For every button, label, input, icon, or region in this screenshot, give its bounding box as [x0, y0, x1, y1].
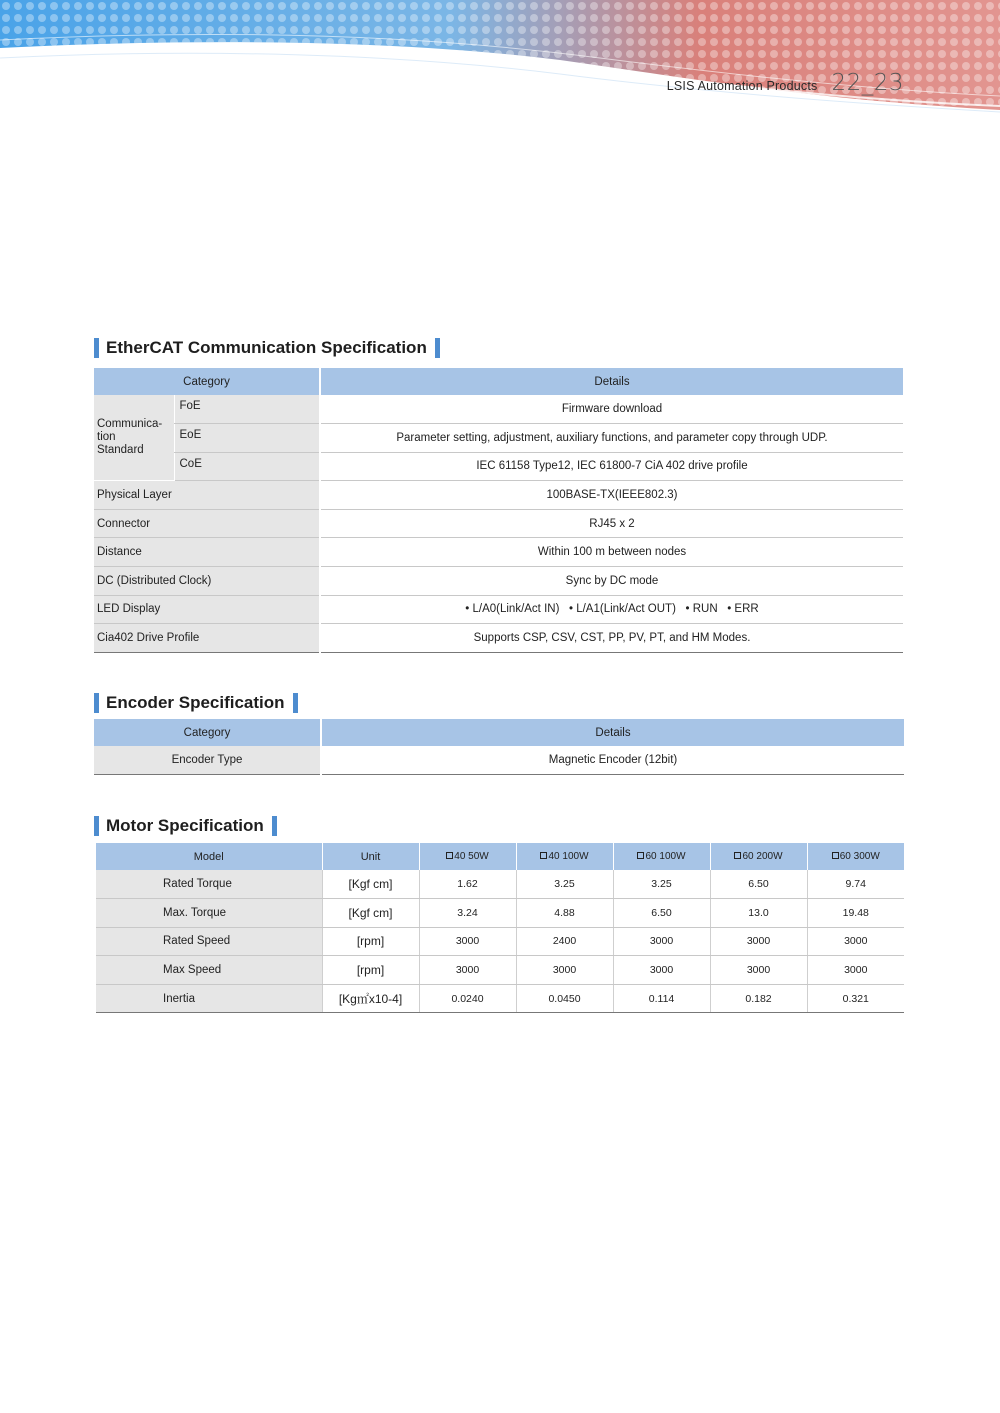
encoder-title [94, 692, 298, 714]
details-cell: Parameter setting, adjustment, auxiliary functions, and parameter copy through UDP. [320, 424, 903, 453]
header-model-60-300w: 60 300W [807, 843, 904, 870]
page-header [667, 70, 904, 96]
details-cell: IEC 61158 Type12, IEC 61800-7 CiA 402 drive profile [320, 452, 903, 481]
header-category: Category [94, 719, 321, 746]
category-cell: Encoder Type [94, 746, 321, 775]
title-bar-right [293, 693, 298, 713]
header-details: Details [320, 368, 903, 395]
value-cell: 0.0240 [419, 984, 516, 1013]
title-bar-right [435, 338, 440, 358]
value-cell: 3.25 [613, 870, 710, 899]
value-cell: 3000 [807, 956, 904, 985]
brand-text: LSIS Automation Products [666, 79, 818, 93]
table-row [94, 509, 903, 538]
table-row [94, 481, 903, 510]
table-row [94, 395, 903, 424]
category-cell: LED Display [94, 595, 320, 624]
details-cell: Within 100 m between nodes [320, 538, 903, 567]
table-row [94, 424, 903, 453]
details-cell: Magnetic Encoder (12bit) [321, 746, 904, 775]
value-cell: 3.25 [516, 870, 613, 899]
value-cell: 0.0450 [516, 984, 613, 1013]
table-row [96, 927, 904, 956]
sub-category: CoE [174, 452, 320, 481]
details-cell: Sync by DC mode [320, 567, 903, 596]
value-cell: 3000 [710, 927, 807, 956]
table-row [94, 746, 904, 775]
row-label: Max. Torque [96, 899, 322, 928]
details-cell: 100BASE-TX(IEEE802.3) [320, 481, 903, 510]
header-model-40-50w: 40 50W [419, 843, 516, 870]
table-row [94, 624, 903, 653]
value-cell: 3000 [516, 956, 613, 985]
square-icon [540, 852, 547, 859]
category-cell: DC (Distributed Clock) [94, 567, 320, 596]
table-row [94, 538, 903, 567]
title-bar-left [94, 816, 99, 836]
square-icon [734, 852, 741, 859]
value-cell: 0.114 [613, 984, 710, 1013]
details-cell: RJ45 x 2 [320, 509, 903, 538]
square-icon [832, 852, 839, 859]
value-cell: 1.62 [419, 870, 516, 899]
square-icon [637, 852, 644, 859]
title-bar-left [94, 693, 99, 713]
group-label [94, 395, 174, 481]
row-label: Max Speed [96, 956, 322, 985]
sub-category: EoE [174, 424, 320, 453]
row-label: Inertia [96, 984, 322, 1013]
page-numbers: 22_23 [831, 70, 904, 96]
table-row [96, 984, 904, 1013]
header-model-60-200w: 60 200W [710, 843, 807, 870]
value-cell: 2400 [516, 927, 613, 956]
unit-cell: [rpm] [322, 927, 419, 956]
details-cell: Supports CSP, CSV, CST, PP, PV, PT, and HM Modes. [320, 624, 903, 653]
row-label: Rated Speed [96, 927, 322, 956]
value-cell: 9.74 [807, 870, 904, 899]
value-cell: 6.50 [710, 870, 807, 899]
value-cell: 4.88 [516, 899, 613, 928]
category-cell: Distance [94, 538, 320, 567]
value-cell: 3.24 [419, 899, 516, 928]
header-model: Model [96, 843, 322, 870]
sub-category: FoE [174, 395, 320, 424]
header-model-60-100w: 60 100W [613, 843, 710, 870]
category-cell: Connector [94, 509, 320, 538]
row-label: Rated Torque [96, 870, 322, 899]
category-cell: Cia402 Drive Profile [94, 624, 320, 653]
group-label-text: Communica- tion Standard [97, 418, 163, 457]
value-cell: 19.48 [807, 899, 904, 928]
table-row [94, 452, 903, 481]
table-header-row [94, 719, 904, 746]
table-row [94, 567, 903, 596]
value-cell: 3000 [613, 956, 710, 985]
unit-cell: [Kgf cm] [322, 899, 419, 928]
value-cell: 6.50 [613, 899, 710, 928]
table-row [96, 870, 904, 899]
ethercat-title [94, 337, 440, 359]
details-cell: • L/A0(Link/Act IN) • L/A1(Link/Act OUT) • RUN • ERR [320, 595, 903, 624]
header-banner [0, 0, 1000, 120]
unit-cell: [rpm] [322, 956, 419, 985]
table-header-row [94, 368, 903, 395]
motor-table [96, 843, 904, 1013]
header-unit: Unit [322, 843, 419, 870]
title-bar-left [94, 338, 99, 358]
value-cell: 3000 [807, 927, 904, 956]
ethercat-title-text: EtherCAT Communication Specification [106, 338, 427, 357]
unit-cell: [Kgf cm] [322, 870, 419, 899]
value-cell: 3000 [419, 927, 516, 956]
encoder-title-text: Encoder Specification [106, 693, 285, 712]
value-cell: 0.321 [807, 984, 904, 1013]
category-cell: Physical Layer [94, 481, 320, 510]
value-cell: 3000 [613, 927, 710, 956]
value-cell: 13.0 [710, 899, 807, 928]
motor-title [94, 815, 277, 837]
title-bar-right [272, 816, 277, 836]
value-cell: 3000 [419, 956, 516, 985]
encoder-table [94, 719, 904, 775]
motor-title-text: Motor Specification [106, 816, 264, 835]
table-row [96, 956, 904, 985]
table-header-row [96, 843, 904, 870]
header-model-40-100w: 40 100W [516, 843, 613, 870]
unit-cell: [Kg㎡x10-4] [322, 984, 419, 1013]
table-row [94, 595, 903, 624]
table-row [96, 899, 904, 928]
ethercat-table [94, 368, 903, 653]
value-cell: 3000 [710, 956, 807, 985]
square-icon [446, 852, 453, 859]
value-cell: 0.182 [710, 984, 807, 1013]
details-cell: Firmware download [320, 395, 903, 424]
header-details: Details [321, 719, 904, 746]
header-category: Category [94, 368, 320, 395]
